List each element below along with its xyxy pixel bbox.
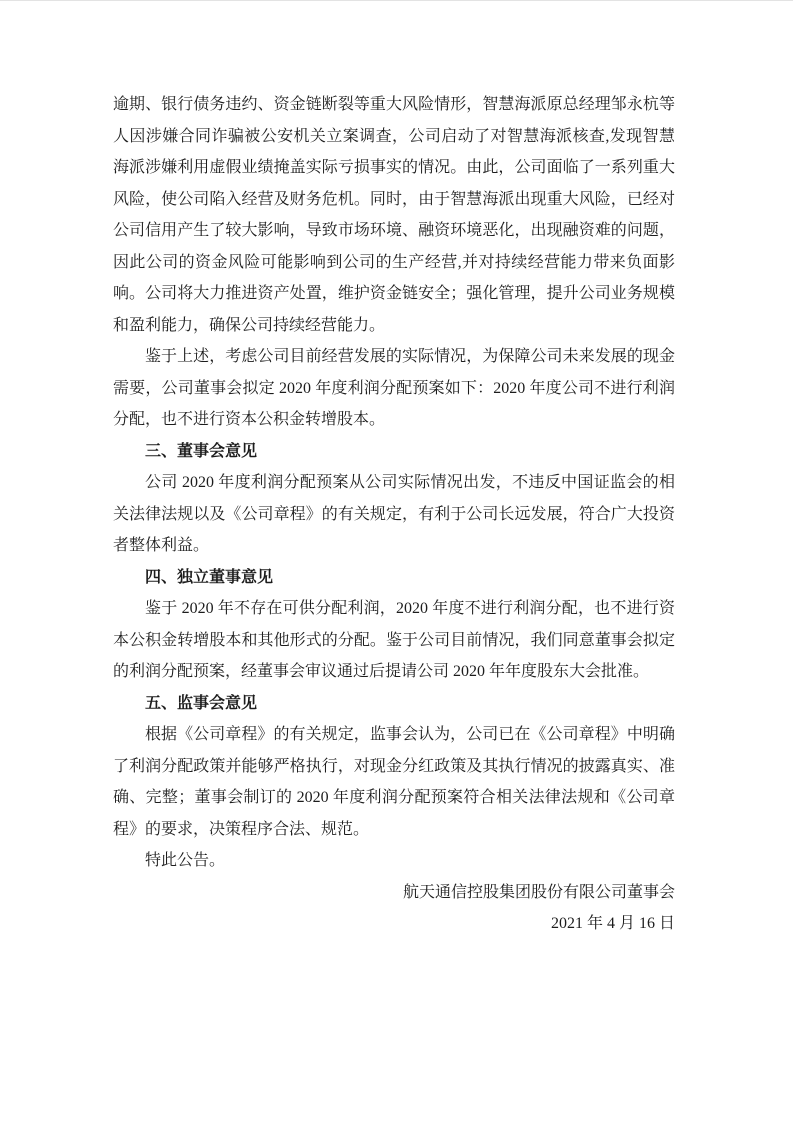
risk-paragraph-line: 逾期、银行债务违约、资金链断裂等重大风险情形，智慧海派原总经理邹永杭等 — [113, 96, 675, 113]
plan-paragraph-line: 鉴于上述，考虑公司目前经营发展的实际情况，为保障公司未来发展的现金 — [145, 348, 675, 365]
independent-opinion-heading: 四、独立董事意见 — [145, 568, 274, 586]
risk-paragraph-line: 响。公司将大力推进资产处置，维护资金链安全；强化管理，提升公司业务规模 — [113, 285, 675, 302]
signature-company: 航天通信控股集团股份有限公司董事会 — [402, 883, 675, 901]
board-opinion-line: 关法律法规以及《公司章程》的有关规定，有利于公司长远发展，符合广大投资 — [113, 505, 675, 523]
risk-paragraph-line: 风险，使公司陷入经营及财务危机。同时，由于智慧海派出现重大风险，已经对 — [113, 190, 675, 208]
signature-date: 2021 年 4 月 16 日 — [550, 915, 675, 932]
board-opinion-line: 者整体利益。 — [113, 537, 210, 554]
closing-line: 特此公告。 — [145, 852, 226, 869]
risk-paragraph-line: 公司信用产生了较大影响，导致市场环境、融资环境恶化，出现融资难的问题， — [113, 222, 675, 239]
supervisory-opinion-line: 程》的要求，决策程序合法、规范。 — [113, 820, 370, 838]
risk-paragraph-line: 海派涉嫌利用虚假业绩掩盖实际亏损事实的情况。由此，公司面临了一系列重大 — [113, 159, 675, 176]
independent-opinion-line: 的利润分配预案，经董事会审议通过后提请公司 2020 年年度股东大会批准。 — [113, 663, 650, 680]
supervisory-opinion-line: 确、完整；董事会制订的 2020 年度利润分配预案符合相关法律法规和《公司章 — [113, 789, 675, 806]
independent-opinion-line: 鉴于 2020 年不存在可供分配利润，2020 年度不进行利润分配，也不进行资 — [145, 600, 675, 617]
document-content — [113, 89, 675, 940]
plan-paragraph-line: 分配，也不进行资本公积金转增股本。 — [113, 411, 386, 428]
supervisory-opinion-line: 了利润分配政策并能够严格执行，对现金分红政策及其执行情况的披露真实、准 — [113, 757, 675, 775]
risk-paragraph-line: 因此公司的资金风险可能影响到公司的生产经营,并对持续经营能力带来负面影 — [113, 253, 675, 271]
supervisory-opinion-line: 根据《公司章程》的有关规定，监事会认为，公司已在《公司章程》中明确 — [145, 726, 675, 743]
supervisory-opinion-heading: 五、监事会意见 — [145, 694, 258, 712]
board-opinion-heading: 三、董事会意见 — [145, 442, 258, 460]
plan-paragraph-line: 需要，公司董事会拟定 2020 年度利润分配预案如下：2020 年度公司不进行利润 — [113, 379, 675, 397]
risk-paragraph-line: 和盈利能力，确保公司持续经营能力。 — [113, 316, 386, 334]
board-opinion-line: 公司 2020 年度利润分配预案从公司实际情况出发，不违反中国证监会的相 — [145, 474, 675, 491]
risk-paragraph-line: 人因涉嫌合同诈骗被公安机关立案调查，公司启动了对智慧海派核查,发现智慧 — [113, 127, 675, 145]
independent-opinion-line: 本公积金转增股本和其他形式的分配。鉴于公司目前情况，我们同意董事会拟定 — [113, 631, 675, 649]
